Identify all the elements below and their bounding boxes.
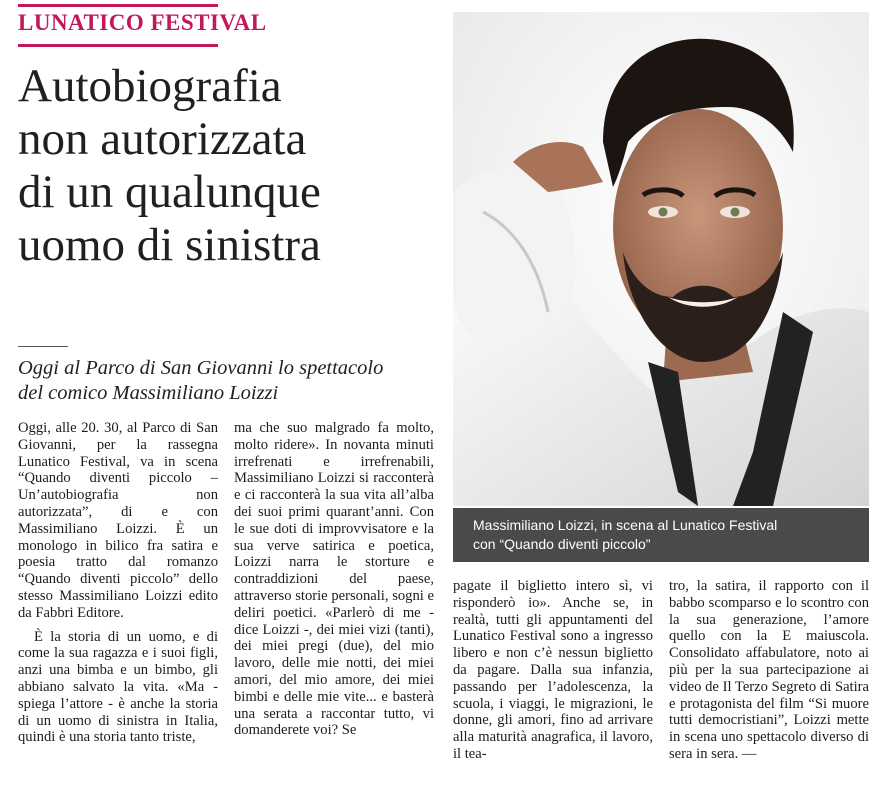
- headline-line: non autorizzata: [18, 113, 307, 165]
- right-iris: [731, 208, 740, 217]
- body-paragraph: pagate il biglietto intero sì, vi risponderò io». Anche se, in realtà, tutti gli appuntamenti del Lunatico Festival sono a ingresso libero e non c’è nessun biglietto da pagare. Dalla sua infanzia, passando per l’adolescenza, la scuola, i viaggi, le migrazioni, le donne, gli amori, fino ad arrivare alla maturità anagrafica, il lavoro, il tea-: [453, 578, 653, 762]
- article-headline: [18, 60, 448, 272]
- photo-caption: [453, 508, 869, 562]
- portrait-photo: [453, 12, 869, 506]
- section-kicker: LUNATICO FESTIVAL: [18, 10, 267, 35]
- body-paragraph: tro, la satira, il rapporto con il babbo scomparso e lo scontro con la sua generazione, l’amore quello con la E maiuscola. Consolidato affabulatore, noto ai più per la sua partecipazione ai video de Il Terzo Segreto di Satira e protagonista del film “Si muore tutti democristiani”, Loizzi mette in scena uno spettacolo diverso di sera in sera. —: [669, 578, 869, 762]
- body-paragraph: È la storia di un uomo, e di come la sua ragazza e i suoi figli, anzi una bimba e un bimbo, gli abbiano salvato la vita. «Ma - spiega l’attore - è anche la storia di un uomo di sinistra in Italia, quindi è una storia tanto triste,: [18, 628, 218, 746]
- raised-arm: [453, 168, 575, 346]
- body-paragraph: ma che suo malgrado fa molto, molto ridere». In novanta minuti irrefrenati e irrefrenabili, Massimiliano Loizzi si racconterà e ci racconterà la sua vita all’alba dei suoi primi quarant’anni. Con le sue doti di improvvisatore e la sua verve satirica e poetica, Loizzi narra le storture e contraddizioni del paese, attraverso storie personali, sogni e deliri poetici. «Parlerò di me - dice Loizzi -, dei miei vizi (tanti), dei miei pregi (due), del mio lavoro, delle mie notti, dei miei amori, del mio amore, dei miei bimbi e delle mie vite... e basterà una serata a raccontar tutto, vi domanderete voi? Se: [234, 420, 434, 739]
- body-column-3: [453, 578, 653, 763]
- left-iris: [659, 208, 668, 217]
- subtitle-divider: [18, 346, 68, 347]
- body-column-1: [18, 420, 218, 746]
- body-paragraph: Oggi, alle 20. 30, al Parco di San Giovanni, per la rassegna Lunatico Festival, va in scena “Quando diventi piccolo – Un’autobiografia non autorizzata”, di e con Massimiliano Loizzi. È un monologo in bilico fra satira e poesia tratto dal romanzo “Quando diventi piccolo” dello stesso Massimiliano Loizzi edito da Fabbri Editore.: [18, 420, 218, 621]
- kicker-rule-top: [18, 4, 218, 7]
- headline-line: di un qualunque: [18, 166, 321, 218]
- headline-line: uomo di sinistra: [18, 219, 321, 271]
- article-subtitle: [18, 356, 448, 406]
- body-column-4: [669, 578, 869, 763]
- caption-line: Massimiliano Loizzi, in scena al Lunatico Festival: [473, 517, 778, 533]
- caption-line: con “Quando diventi piccolo”: [473, 536, 651, 552]
- kicker-rule-bottom: [18, 44, 218, 47]
- subtitle-line: del comico Massimiliano Loizzi: [18, 382, 279, 404]
- body-column-2: [234, 420, 434, 739]
- subtitle-line: Oggi al Parco di San Giovanni lo spettacolo: [18, 357, 384, 379]
- headline-line: Autobiografia: [18, 60, 282, 112]
